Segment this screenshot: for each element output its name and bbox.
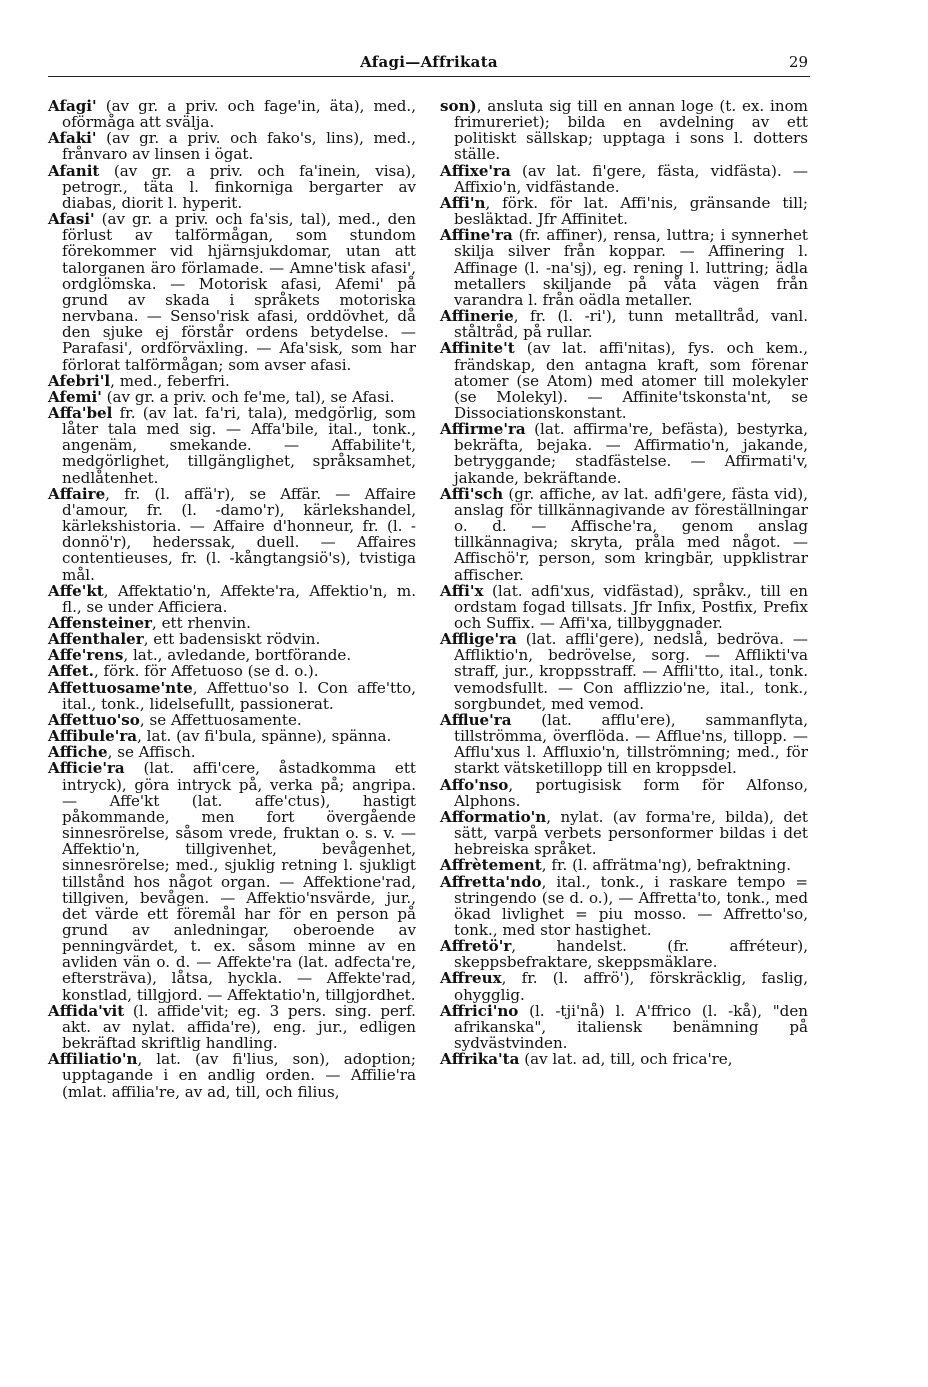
dictionary-entry: Affettuo'so, se Affettuosamente. xyxy=(48,710,302,729)
left-column xyxy=(48,98,416,1100)
dictionary-entry: Affrika'ta (av lat. ad, till, och frica're, xyxy=(440,1050,733,1069)
dictionary-entry: Affettuosame'nte, Affettuo'so l. Con affe'tto, ital., tonk., lidelsefullt, passionerat. xyxy=(48,678,416,713)
dictionary-entry: Afanit (av gr. a priv. och fa'inein, visa), petrogr., täta l. finkorniga bergarter av diabas, diorit l. hyperit. xyxy=(48,161,416,212)
dictionary-entry: Affine'ra (fr. affiner), rensa, luttra; i synnerhet skilja silver från koppar. — Affinering l. Affinage (l. -na'sj), eg. rening l. luttring; ädla metallers skiljande på våta vägen från varandra l. från oädla metaller. xyxy=(440,226,808,309)
dictionary-entry: Affreux, fr. (l. affrö'), förskräcklig, faslig, ohygglig. xyxy=(440,969,808,1004)
dictionary-entry: Affet., förk. för Affetuoso (se d. o.). xyxy=(48,662,319,681)
dictionary-entry: Affensteiner, ett rhenvin. xyxy=(48,614,251,632)
dictionary-entry: Afagi' (av gr. a priv. och fage'in, äta), med., oförmåga att svälja. xyxy=(48,97,416,132)
dictionary-entry: son), ansluta sig till en annan loge (t. ex. inom frimureriet); bilda en avdelning av ett politiskt sällskap; upptaga i sons l. dotters ställe. xyxy=(440,97,808,164)
dictionary-entry: Affinite't (av lat. affi'nitas), fys. och kem., frändskap, den antagna kraft, som förenar atomer (se Atom) med atomer till molekyler (se Molekyl). — Affinite'tskonsta'nt, se Dissociationskonstant. xyxy=(440,339,808,422)
dictionary-entry: Affiliatio'n, lat. (av fi'lius, son), adoption; upptagande i en andlig orden. — Affilie'ra (mlat. affilia're, av ad, till, och filius, xyxy=(48,1050,416,1101)
dictionary-entry: Affe'rens, lat., avledande, bortförande. xyxy=(48,646,352,665)
dictionary-entry: Affibule'ra, lat. (av fi'bula, spänne), spänna. xyxy=(48,727,392,746)
dictionary-entry: Afflue'ra (lat. afflu'ere), sammanflyta, tillströmma, överflöda. — Afflue'ns, tillopp. — Afflu'xus l. Affluxio'n, tillströmning; med., för starkt vätsketillopp till en kroppsdel. xyxy=(440,710,808,778)
dictionary-entry: Affretö'r, handelst. (fr. affréteur), skeppsbefraktare, skeppsmäklare. xyxy=(440,937,808,972)
dictionary-entry: Affa'bel fr. (av lat. fa'ri, tala), medgörlig, som låter tala med sig. — Affa'bile, ital., tonk., angenäm, smekande. — Affabilite't, medgörlighet, tillgänglighet, språksamhet, nedlåtenhet. xyxy=(48,403,416,487)
dictionary-entry: Affenthaler, ett badensiskt rödvin. xyxy=(48,630,321,649)
dictionary-entry: Affrètement, fr. (l. affrätma'ng), befraktning. xyxy=(440,856,792,875)
dictionary-entry: Affinerie, fr. (l. -ri'), tunn metalltråd, vanl. ståltråd, på rullar. xyxy=(440,307,808,342)
dictionary-entry: Affi'n, förk. för lat. Affi'nis, gränsande till; besläktad. Jfr Affinitet. xyxy=(440,193,808,229)
dictionary-entry: Affaire, fr. (l. affä'r), se Affär. — Affaire d'amour, fr. (l. -damo'r), kärlekshandel, kärlekshistoria. — Affaire d'honneur, fr. (l. -donnö'r), hederssak, duell. — Affaires contentieuses, fr. (l. -kångtangsiö's), tvistiga mål. xyxy=(48,484,416,584)
dictionary-entry: Afflige'ra (lat. affli'gere), nedslå, bedröva. — Affliktio'n, bedrövelse, sorg. — Afflikti'va straff, jur., kroppsstraff. — Affli'tto, ital., tonk. vemodsfullt. — Con afflizzio'ne, ital., tonk., sorgbundet, med vemod. xyxy=(440,630,808,713)
dictionary-entry: Affretta'ndo, ital., tonk., i raskare tempo = stringendo (se d. o.), — Affretta'to, tonk., med ökad livlighet = piu mosso. — Affretto'so, tonk., med stor hastighet. xyxy=(440,872,808,939)
dictionary-entry: Affrici'no (l. -tji'nå) l. A'ffrico (l. -kå), "den afrikanska", italiensk benämning på sydvästvinden. xyxy=(440,1001,808,1053)
dictionary-entry: Affi'sch (gr. affiche, av lat. adfi'gere, fästa vid), anslag för tillkännagivande av föreställningar o. d. — Affische'ra, genom anslag tillkännagiva; skryta, pråla med något. — Affischö'r, person, som kringbär, uppklistrar affischer. xyxy=(440,484,808,584)
dictionary-entry: Affo'nso, portugisisk form för Alfonso, Alphons. xyxy=(440,775,808,810)
dictionary-entry: Afficie'ra (lat. affi'cere, åstadkomma ett intryck), göra intryck på, verka på; angripa. — Affe'kt (lat. affe'ctus), hastigt påkommande, men fort övergående sinnesrörelse, såsom vrede, fruktan o. s. v. — Affektio'n, tillgivenhet, bevågenhet, sinnesrörelse; med., sjuklig retning l. sjukligt tillstånd hos något organ. — Affektione'rad, tillgiven, bevågen. — Affektio'nsvärde, jur., det värde ett föremål har för en person på grund av anledningar, oberoende av penningvärdet, t. ex. såsom minne av en avliden vän o. d. — Affekte'ra (lat. adfecta're, eftersträva), låtsa, hyckla. — Affekte'rad, konstlad, tillgjord. — Affektatio'n, tillgjordhet. xyxy=(48,759,416,1004)
page-header xyxy=(48,52,810,77)
running-title: Afagi—Affrikata xyxy=(360,53,498,71)
dictionary-entry: Affixe'ra (av lat. fi'gere, fästa, vidfästa). — Affixio'n, vidfästande. xyxy=(440,161,808,196)
dictionary-entry: Afebri'l, med., feberfri. xyxy=(48,371,230,390)
dictionary-entry: Affida'vit (l. affide'vit; eg. 3 pers. sing. perf. akt. av nylat. affida're), eng. jur., edligen bekräftad skriftlig handling. xyxy=(48,1001,416,1053)
dictionary-entry: Afemi' (av gr. a priv. och fe'me, tal), se Afasi. xyxy=(48,387,395,406)
dictionary-entry: Affiche, se Affisch. xyxy=(48,743,196,762)
page-number: 29 xyxy=(788,53,808,71)
dictionary-entry: Afaki' (av gr. a priv. och fako's, lins), med., frånvaro av linsen i ögat. xyxy=(48,129,416,164)
dictionary-entry: Affi'x (lat. adfi'xus, vidfästad), språkv., till en ordstam fogad tillsats. Jfr Infix, Postfix, Prefix och Suffix. — Affi'xa, tillbyggnader. xyxy=(440,581,808,632)
dictionary-entry: Afasi' (av gr. a priv. och fa'sis, tal), med., den förlust av talförmågan, som stundom förekommer vid hjärnsjukdomar, utan att talorganen äro förlamade. — Amne'tisk afasi', ordglömska. — Motorisk afasi, Afemi' på grund av skada i språkets motoriska nervbana. — Senso'risk afasi, orddövhet, då den sjuke ej förstår ordens betydelse. — Parafasi', ordförväxling. — Afa'sisk, som har förlorat talförmågan; som avser afasi. xyxy=(48,210,416,374)
dictionary-entry: Affe'kt, Affektatio'n, Affekte'ra, Affektio'n, m. fl., se under Afficiera. xyxy=(48,581,416,616)
right-column xyxy=(440,98,808,1067)
dictionary-entry: Affirme'ra (lat. affirma're, befästa), bestyrka, bekräfta, bejaka. — Affirmatio'n, jakande, betryggande; stadfästelse. — Affirmati'v, jakande, bekräftande. xyxy=(440,420,808,487)
dictionary-entry: Afformatio'n, nylat. (av forma're, bilda), det sätt, varpå verbets personformer bildas i det hebreiska språket. xyxy=(440,807,808,859)
